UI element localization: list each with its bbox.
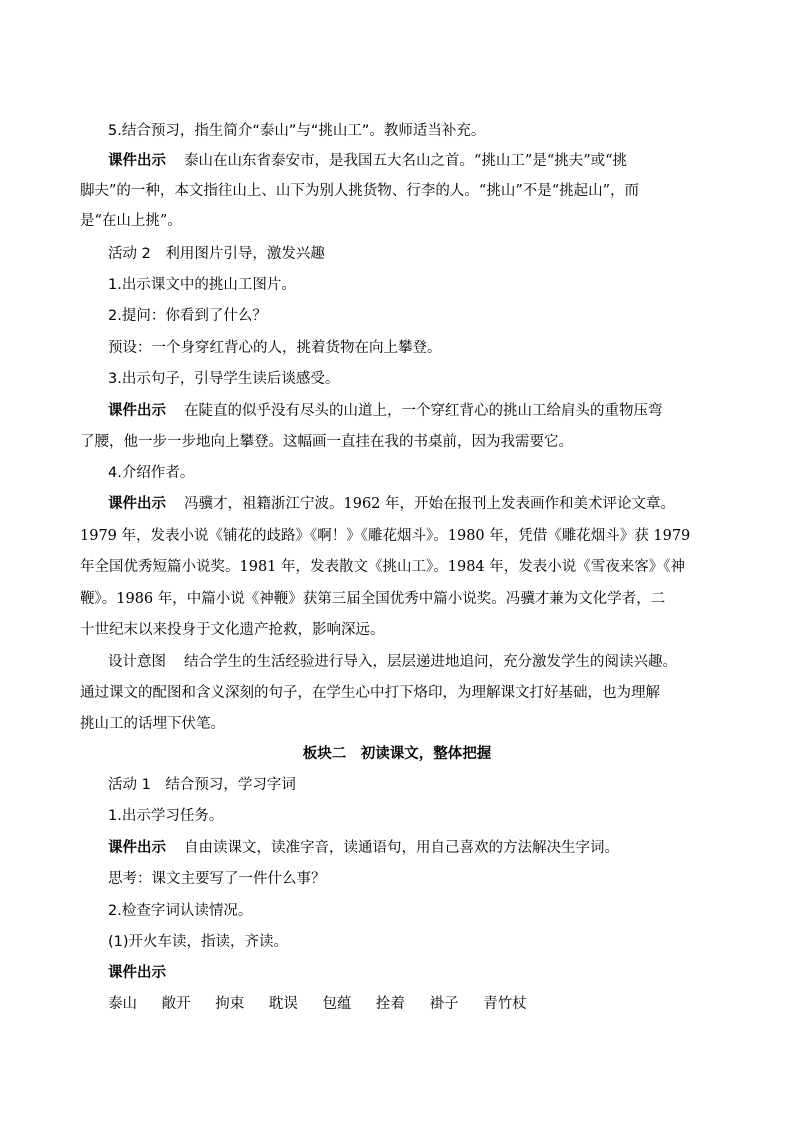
word-item: 拘束: [215, 996, 245, 1012]
text-line: 1.出示学习任务。: [108, 808, 224, 824]
courseware-block: [108, 494, 748, 514]
design-intent-label: 设计意图: [108, 654, 166, 670]
text-line: 通过课文的配图和含义深刻的句子，在学生心中打下烙印，为理解课文打好基础，也为理解: [80, 685, 660, 701]
text-line: 4.介绍作者。: [108, 465, 195, 481]
text-line: 2.提问：你看到了什么？: [108, 308, 267, 324]
courseware-block: [108, 401, 748, 421]
activity-heading: 活动 1 结合预习，学习字词: [108, 777, 296, 793]
text-line: 冯骥才，祖籍浙江宁波。1962 年，开始在报刊上发表画作和美术评论文章。: [184, 496, 676, 512]
text-line: (1)开火车读，指读，齐读。: [108, 934, 289, 950]
word-item: 包蕴: [322, 996, 352, 1012]
text-line: 鞭》。1986 年，中篇小说《神鞭》获第三届全国优秀中篇小说奖。冯骥才兼为文化学者，二: [80, 591, 666, 607]
text-line: 泰山在山东省泰安市，是我国五大名山之首。“挑山工”是“挑夫”或“挑: [184, 153, 628, 169]
courseware-label: 课件出示: [108, 402, 166, 419]
text-line: 1979 年，发表小说《铺花的歧路》《啊！》《雕花烟斗》。1980 年，凭借《雕花烟斗》获 1979: [80, 528, 691, 544]
word-item: 拴着: [376, 996, 406, 1012]
text-line: 3.出示句子，引导学生读后谈感受。: [108, 371, 340, 387]
word-list: [108, 994, 748, 1014]
design-intent-block: [108, 652, 748, 672]
word-item: 泰山: [108, 996, 137, 1012]
text-line: 1.出示课文中的挑山工图片。: [108, 277, 296, 293]
word-item: 敞开: [161, 996, 191, 1012]
word-item: 褂子: [429, 996, 459, 1012]
courseware-label: 课件出示: [108, 839, 166, 856]
text-line: 结合学生的生活经验进行导入，层层递进地追问，充分激发学生的阅读兴趣。: [184, 654, 677, 670]
courseware-block: [108, 151, 748, 171]
text-line: 预设：一个身穿红背心的人，挑着货物在向上攀登。: [108, 340, 442, 356]
courseware-block: [108, 838, 748, 858]
section-heading: 板块二 初读课文，整体把握: [302, 746, 492, 762]
courseware-label: 课件出示: [108, 965, 166, 981]
text-line: 2.检查字词认读情况。: [108, 903, 253, 919]
text-line: 年全国优秀短篇小说奖。1981 年，发表散文《挑山工》。1984 年，发表小说《雪夜来客》《神: [80, 559, 686, 575]
text-line: 5.结合预习，指生简介“泰山”与“挑山工”。教师适当补充。: [108, 123, 486, 139]
text-line: 在陡直的似乎没有尽头的山道上，一个穿红背心的挑山工给肩头的重物压弯: [184, 403, 663, 419]
courseware-label: 课件出示: [108, 495, 166, 512]
text-line: 挑山工的话埋下伏笔。: [80, 716, 225, 732]
text-line: 了腰，他一步一步地向上攀登。这幅画一直挂在我的书桌前，因为我需要它。: [80, 434, 573, 450]
text-line: 十世纪末以来投身于文化遗产抢救，影响深远。: [80, 622, 385, 638]
text-line: 思考：课文主要写了一件什么事？: [108, 871, 326, 887]
text-line: 是“在山上挑”。: [80, 213, 182, 229]
activity-heading: 活动 2 利用图片引导，激发兴趣: [108, 246, 325, 262]
word-item: 青竹杖: [483, 996, 527, 1012]
word-item: 耽误: [268, 996, 298, 1012]
text-line: 自由读课文，读准字音，读通语句，用自己喜欢的方法解决生字词。: [184, 840, 619, 856]
text-line: 脚夫”的一种，本文指往山上、山下为别人挑货物、行李的人。“挑山”不是“挑起山”，而: [80, 183, 640, 199]
courseware-label: 课件出示: [108, 152, 166, 169]
